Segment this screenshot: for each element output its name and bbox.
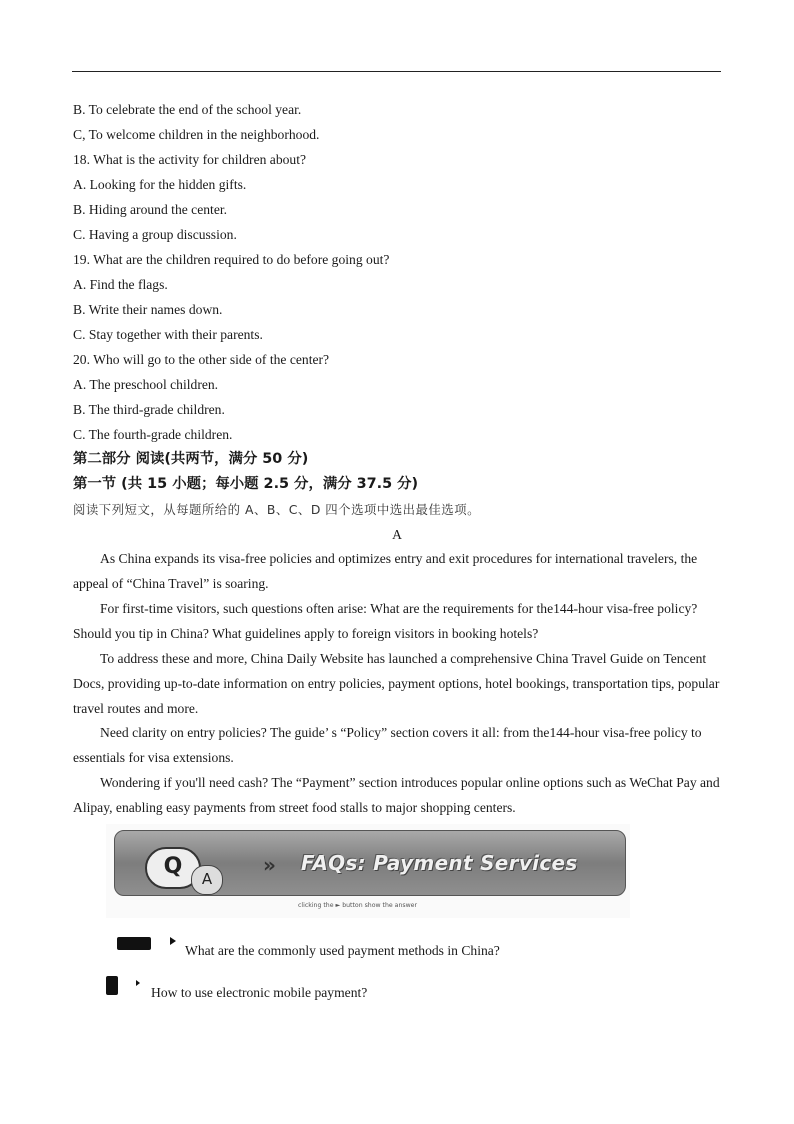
- passage-paragraph: For first-time visitors, such questions often arise: What are the requirements for the144-hour visa-free policy? Should you tip in China? What guidelines apply to foreign visitors in booking hotels?: [73, 601, 698, 641]
- passage-paragraph: To address these and more, China Daily Website has launched a comprehensive China Travel Guide on Tencent Docs, providing up-to-date information on entry policies, payment options, hotel bookings, transportation tips, popular travel routes and more.: [73, 651, 720, 716]
- question-options: [73, 97, 721, 547]
- option-line: C, To welcome children in the neighborhood.: [73, 127, 320, 142]
- faq-banner-bar: [114, 830, 626, 896]
- option-line: A. Looking for the hidden gifts.: [73, 177, 247, 192]
- answer-bubble-icon: A: [191, 865, 223, 895]
- faq-banner-image: [106, 824, 630, 918]
- passage-label: A: [392, 527, 402, 542]
- play-arrow-icon: [170, 937, 176, 945]
- option-line: A. The preschool children.: [73, 377, 219, 392]
- option-line: B. To celebrate the end of the school year.: [73, 102, 302, 117]
- passage-paragraph: As China expands its visa-free policies and optimizes entry and exit procedures for international travelers, the appeal of “China Travel” is soaring.: [73, 551, 698, 591]
- subsection-heading: 第一节 (共 15 小题；每小题 2.5 分，满分 37.5 分): [73, 476, 419, 492]
- passage-paragraph: Wondering if you'll need cash? The “Payment” section introduces popular online options such as WeChat Pay and Alipay, enabling easy payments from street food stalls to major shopping centers.: [73, 775, 720, 815]
- passage-paragraph: Need clarity on entry policies? The guide’ s “Policy” section covers it all: from the144-hour visa-free policy to essentials for visa extensions.: [73, 725, 702, 765]
- instruction-text: 阅读下列短文，从每题所给的 A、B、C、D 四个选项中选出最佳选项。: [73, 502, 480, 517]
- answer-toggle-button[interactable]: [117, 937, 151, 950]
- option-line: A. Find the flags.: [73, 277, 168, 292]
- faq-question: How to use electronic mobile payment?: [151, 985, 368, 1000]
- question-19: 19. What are the children required to do before going out?: [73, 252, 390, 267]
- option-line: C. Having a group discussion.: [73, 227, 237, 242]
- question-bubble-icon: Q: [145, 847, 201, 889]
- option-line: C. Stay together with their parents.: [73, 327, 263, 342]
- question-18: 18. What is the activity for children about?: [73, 152, 307, 167]
- header-rule: [72, 71, 721, 72]
- option-line: B. Write their names down.: [73, 302, 223, 317]
- option-line: B. The third-grade children.: [73, 402, 225, 417]
- banner-title: FAQs: Payment Services: [301, 851, 578, 875]
- question-20: 20. Who will go to the other side of the center?: [73, 352, 330, 367]
- chevron-right-icon: »: [263, 853, 276, 877]
- part-heading: 第二部分 阅读(共两节，满分 50 分): [73, 451, 309, 467]
- option-line: B. Hiding around the center.: [73, 202, 228, 217]
- faq-question: What are the commonly used payment methods in China?: [185, 943, 500, 958]
- play-arrow-icon: [136, 980, 140, 986]
- banner-caption: clicking the ► button show the answer: [298, 902, 418, 909]
- answer-toggle-button[interactable]: [106, 976, 118, 995]
- option-line: C. The fourth-grade children.: [73, 427, 233, 442]
